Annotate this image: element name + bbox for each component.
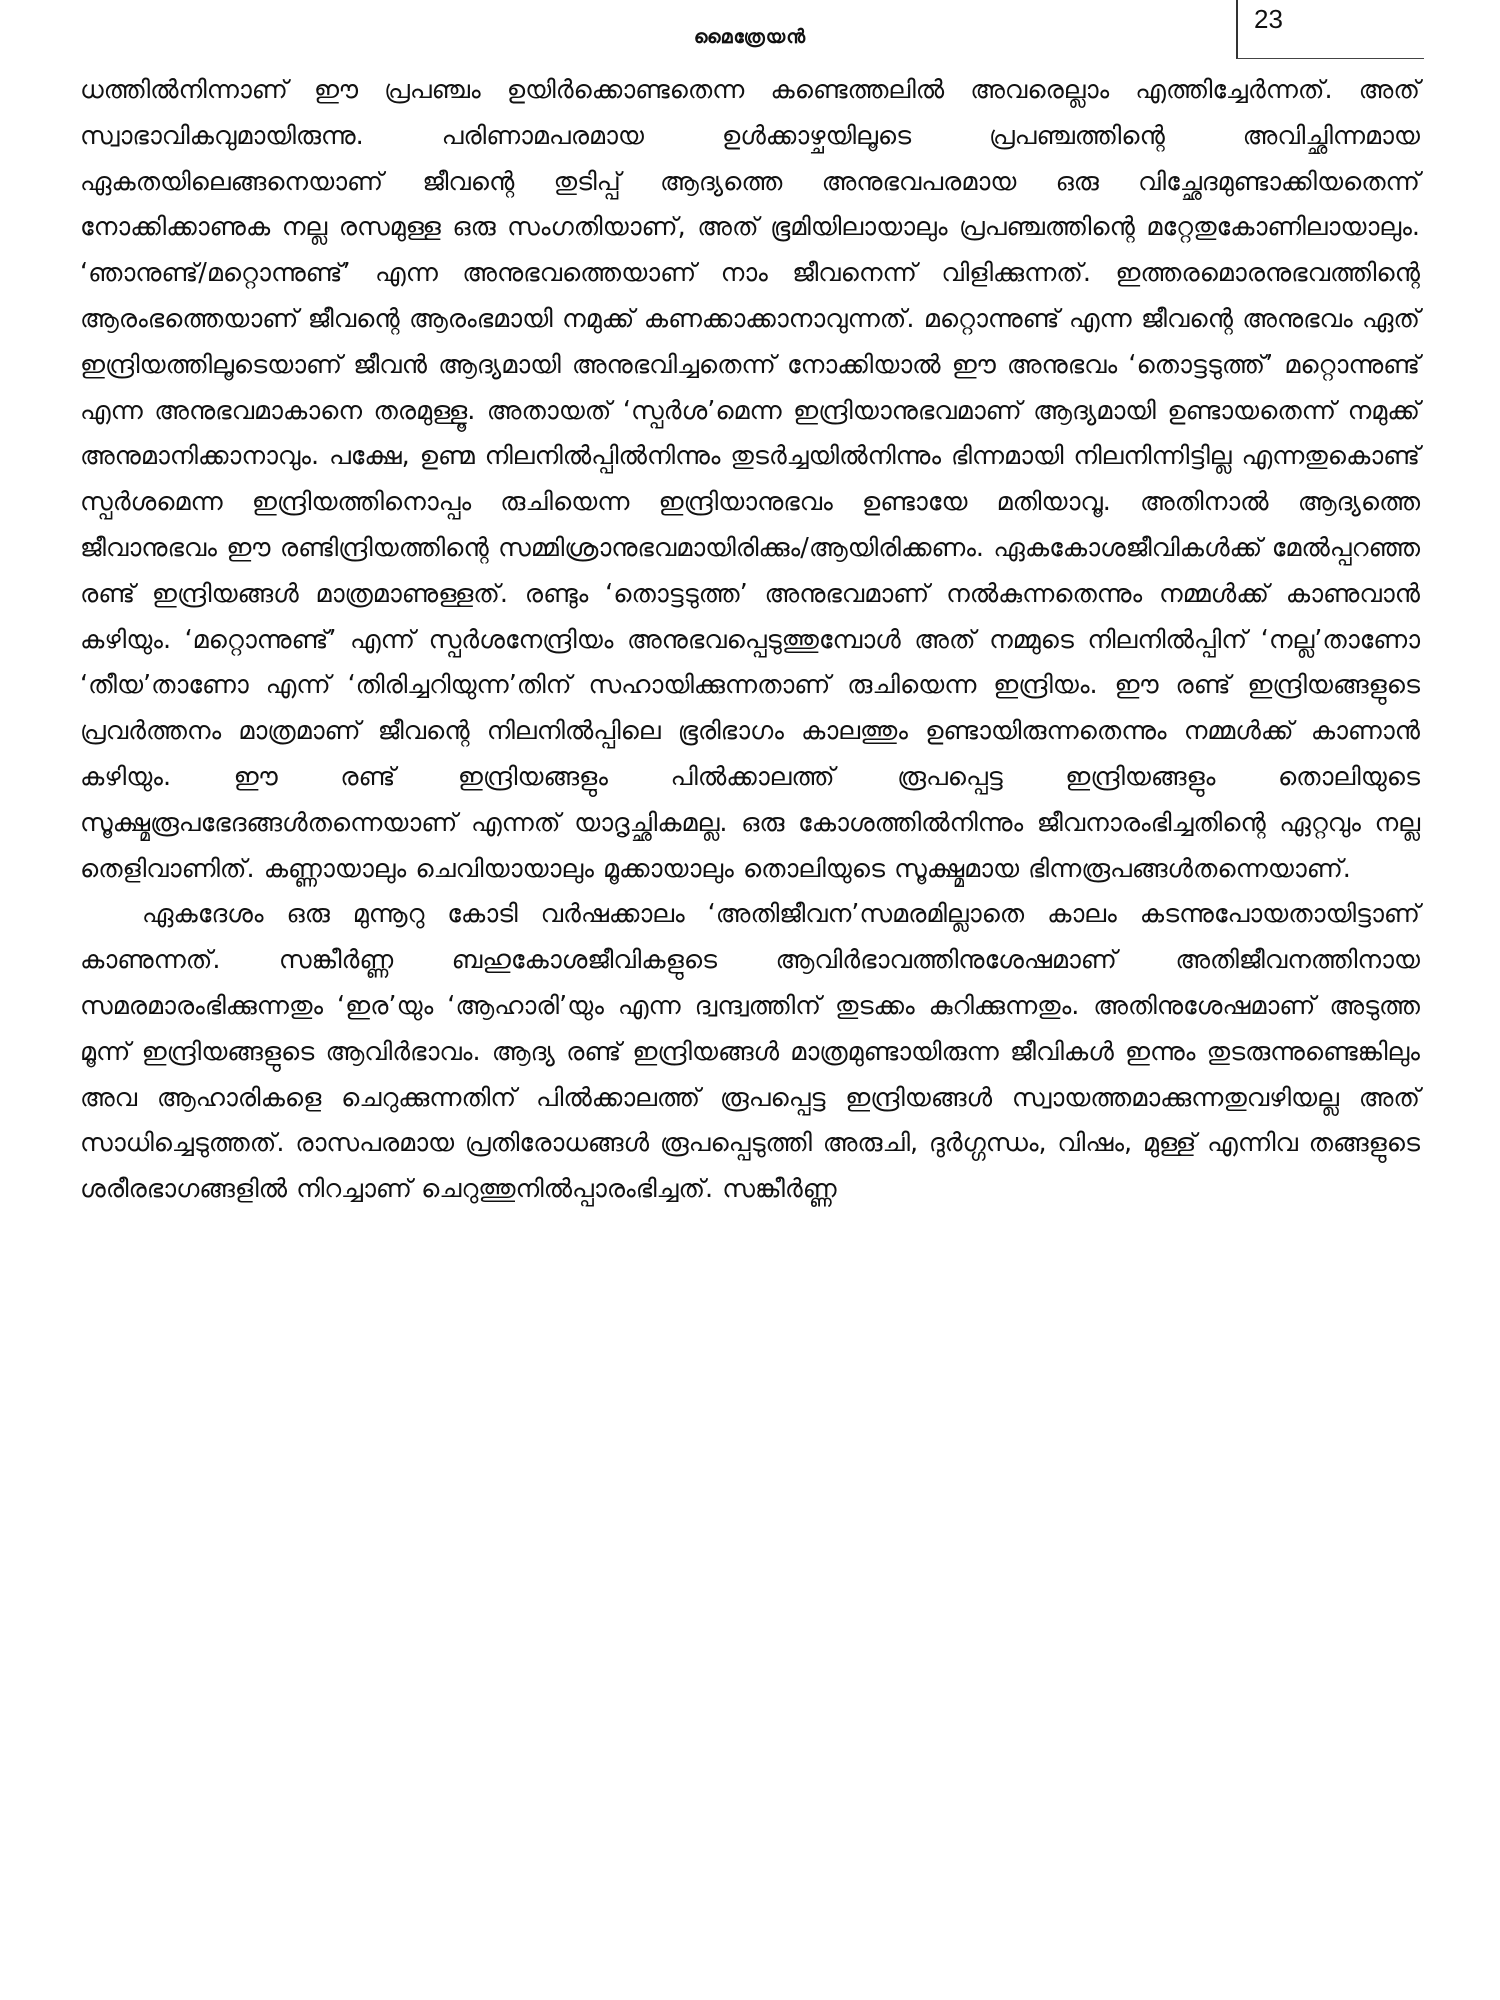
page-number: 23 xyxy=(1254,4,1283,34)
paragraph-1: ധത്തിൽനിന്നാണ് ഈ പ്രപഞ്ചം ഉയിർക്കൊണ്ടതെന്ന കണ്ടെത്തലിൽ അവരെല്ലാം എത്തിച്ചേർന്നത്. അത് സ്വാഭാവികവുമായിരുന്നു. പരിണാമപരമായ ഉൾക്കാഴ്ചയിലൂടെ പ്രപഞ്ചത്തിന്റെ അവിച്ഛിന്നമായ ഏകതയിലെങ്ങനെയാണ് ജീവന്റെ തുടിപ്പ് ആദ്യത്തെ അനുഭവപരമായ ഒരു വിച്ഛേദമുണ്ടാക്കിയതെന്ന് നോക്കിക്കാണുക നല്ല രസമുള്ള ഒരു സംഗതിയാണ്, അത് ഭൂമിയിലായാലും പ്രപഞ്ചത്തിന്റെ മറ്റേതുകോണിലായാലും. ‘ഞാനുണ്ട്/മറ്റൊന്നുണ്ട്’ എന്ന അനുഭവത്തെയാണ് നാം ജീവനെന്ന് വിളിക്കുന്നത്. ഇത്തരമൊരനുഭവത്തിന്റെ ആരംഭത്തെയാണ് ജീവന്റെ ആരംഭമായി നമുക്ക് കണക്കാക്കാനാവുന്നത്. മറ്റൊന്നുണ്ട് എന്ന ജീവന്റെ അനുഭവം ഏത് ഇന്ദ്രിയത്തിലൂടെയാണ് ജീവൻ ആദ്യമായി അനുഭവിച്ചതെന്ന് നോക്കിയാൽ ഈ അനുഭവം ‘തൊട്ടടുത്ത്’ മറ്റൊന്നുണ്ട് എന്ന അനുഭവമാകാനെ തരമുള്ളൂ. അതായത് ‘സ്പർശ’മെന്ന ഇന്ദ്രിയാനുഭവമാണ് ആദ്യമായി ഉണ്ടായതെന്ന് നമുക്ക് അനുമാനിക്കാനാവും. പക്ഷേ, ഉണ്മ നിലനിൽപ്പിൽനിന്നും തുടർച്ചയിൽനിന്നും ഭിന്നമായി നിലനിന്നിട്ടില്ല എന്നതുകൊണ്ട് സ്പർശമെന്ന ഇന്ദ്രിയത്തിനൊപ്പം രുചിയെന്ന ഇന്ദ്രിയാനുഭവം ഉണ്ടായേ മതിയാവൂ. അതിനാൽ ആദ്യത്തെ ജീവാനുഭവം ഈ രണ്ടിന്ദ്രിയത്തിന്റെ സമ്മിശ്രാനുഭവമായിരിക്കും/ആയിരിക്കണം. ഏകകോശജീവികൾക്ക് മേൽപ്പറഞ്ഞ രണ്ട് ഇന്ദ്രിയങ്ങൾ മാത്രമാണുള്ളത്. രണ്ടും ‘തൊട്ടടുത്ത’ അനുഭവമാണ് നൽകുന്നതെന്നും നമ്മൾക്ക് കാണുവാൻ കഴിയും. ‘മറ്റൊന്നുണ്ട്’ എന്ന് സ്പർശനേന്ദ്രിയം അനുഭവപ്പെടുത്തുമ്പോൾ അത് നമ്മുടെ നിലനിൽപ്പിന് ‘നല്ല’താണോ ‘തീയ’താണോ എന്ന് ‘തിരിച്ചറിയുന്ന’തിന് സഹായിക്കുന്നതാണ് രുചിയെന്ന ഇന്ദ്രിയം. ഈ രണ്ട് ഇന്ദ്രിയങ്ങളുടെ പ്രവർത്തനം മാത്രമാണ് ജീവന്റെ നിലനിൽപ്പിലെ ഭൂരിഭാഗം കാലത്തും ഉണ്ടായിരുന്നതെന്നും നമ്മൾക്ക് കാണാൻ കഴിയും. ഈ രണ്ട് ഇന്ദ്രിയങ്ങളും പിൽക്കാലത്ത് രൂപപ്പെട്ട ഇന്ദ്രിയങ്ങളും തൊലിയുടെ സൂക്ഷ്മരൂപഭേദങ്ങൾതന്നെയാണ് എന്നത് യാദൃച്ഛികമല്ല. ഒരു കോശത്തിൽനിന്നും ജീവനാരംഭിച്ചതിന്റെ ഏറ്റവും നല്ല തെളിവാണിത്. കണ്ണായാലും ചെവിയായാലും മൂക്കായാലും തൊലിയുടെ സൂക്ഷ്മമായ ഭിന്നരൂപങ്ങൾതന്നെയാണ്. xyxy=(80,75,1420,884)
running-header-title: മൈത്രേയൻ xyxy=(693,26,807,48)
body-text xyxy=(80,68,1420,1213)
paragraph-2: ഏകദേശം ഒരു മുന്നൂറു കോടി വർഷക്കാലം ‘അതിജീവന’സമരമില്ലാതെ കാലം കടന്നുപോയതായിട്ടാണ് കാണുന്നത്. സങ്കീർണ്ണ ബഹുകോശജീവികളുടെ ആവിർഭാവത്തിനുശേഷമാണ് അതിജീവനത്തിനായ സമരമാരംഭിക്കുന്നതും ‘ഇര’യും ‘ആഹാരി’യും എന്ന ദ്വന്ദ്വത്തിന് തുടക്കം കുറിക്കുന്നതും. അതിനുശേഷമാണ് അടുത്ത മൂന്ന് ഇന്ദ്രിയങ്ങളുടെ ആവിർഭാവം. ആദ്യ രണ്ട് ഇന്ദ്രിയങ്ങൾ മാത്രമുണ്ടായിരുന്ന ജീവികൾ ഇന്നും തുടരുന്നുണ്ടെങ്കിലും അവ ആഹാരികളെ ചെറുക്കുന്നതിന് പിൽക്കാലത്ത് രൂപപ്പെട്ട ഇന്ദ്രിയങ്ങൾ സ്വായത്തമാക്കുന്നതുവഴിയല്ല അത് സാധിച്ചെടുത്തത്. രാസപരമായ പ്രതിരോധങ്ങൾ രൂപപ്പെടുത്തി അരുചി, ദുർഗ്ഗന്ധം, വിഷം, മുള്ള് എന്നിവ തങ്ങളുടെ ശരീരഭാഗങ്ങളിൽ നിറച്ചാണ് ചെറുത്തുനിൽപ്പാരംഭിച്ചത്. സങ്കീർണ്ണ xyxy=(80,899,1420,1205)
